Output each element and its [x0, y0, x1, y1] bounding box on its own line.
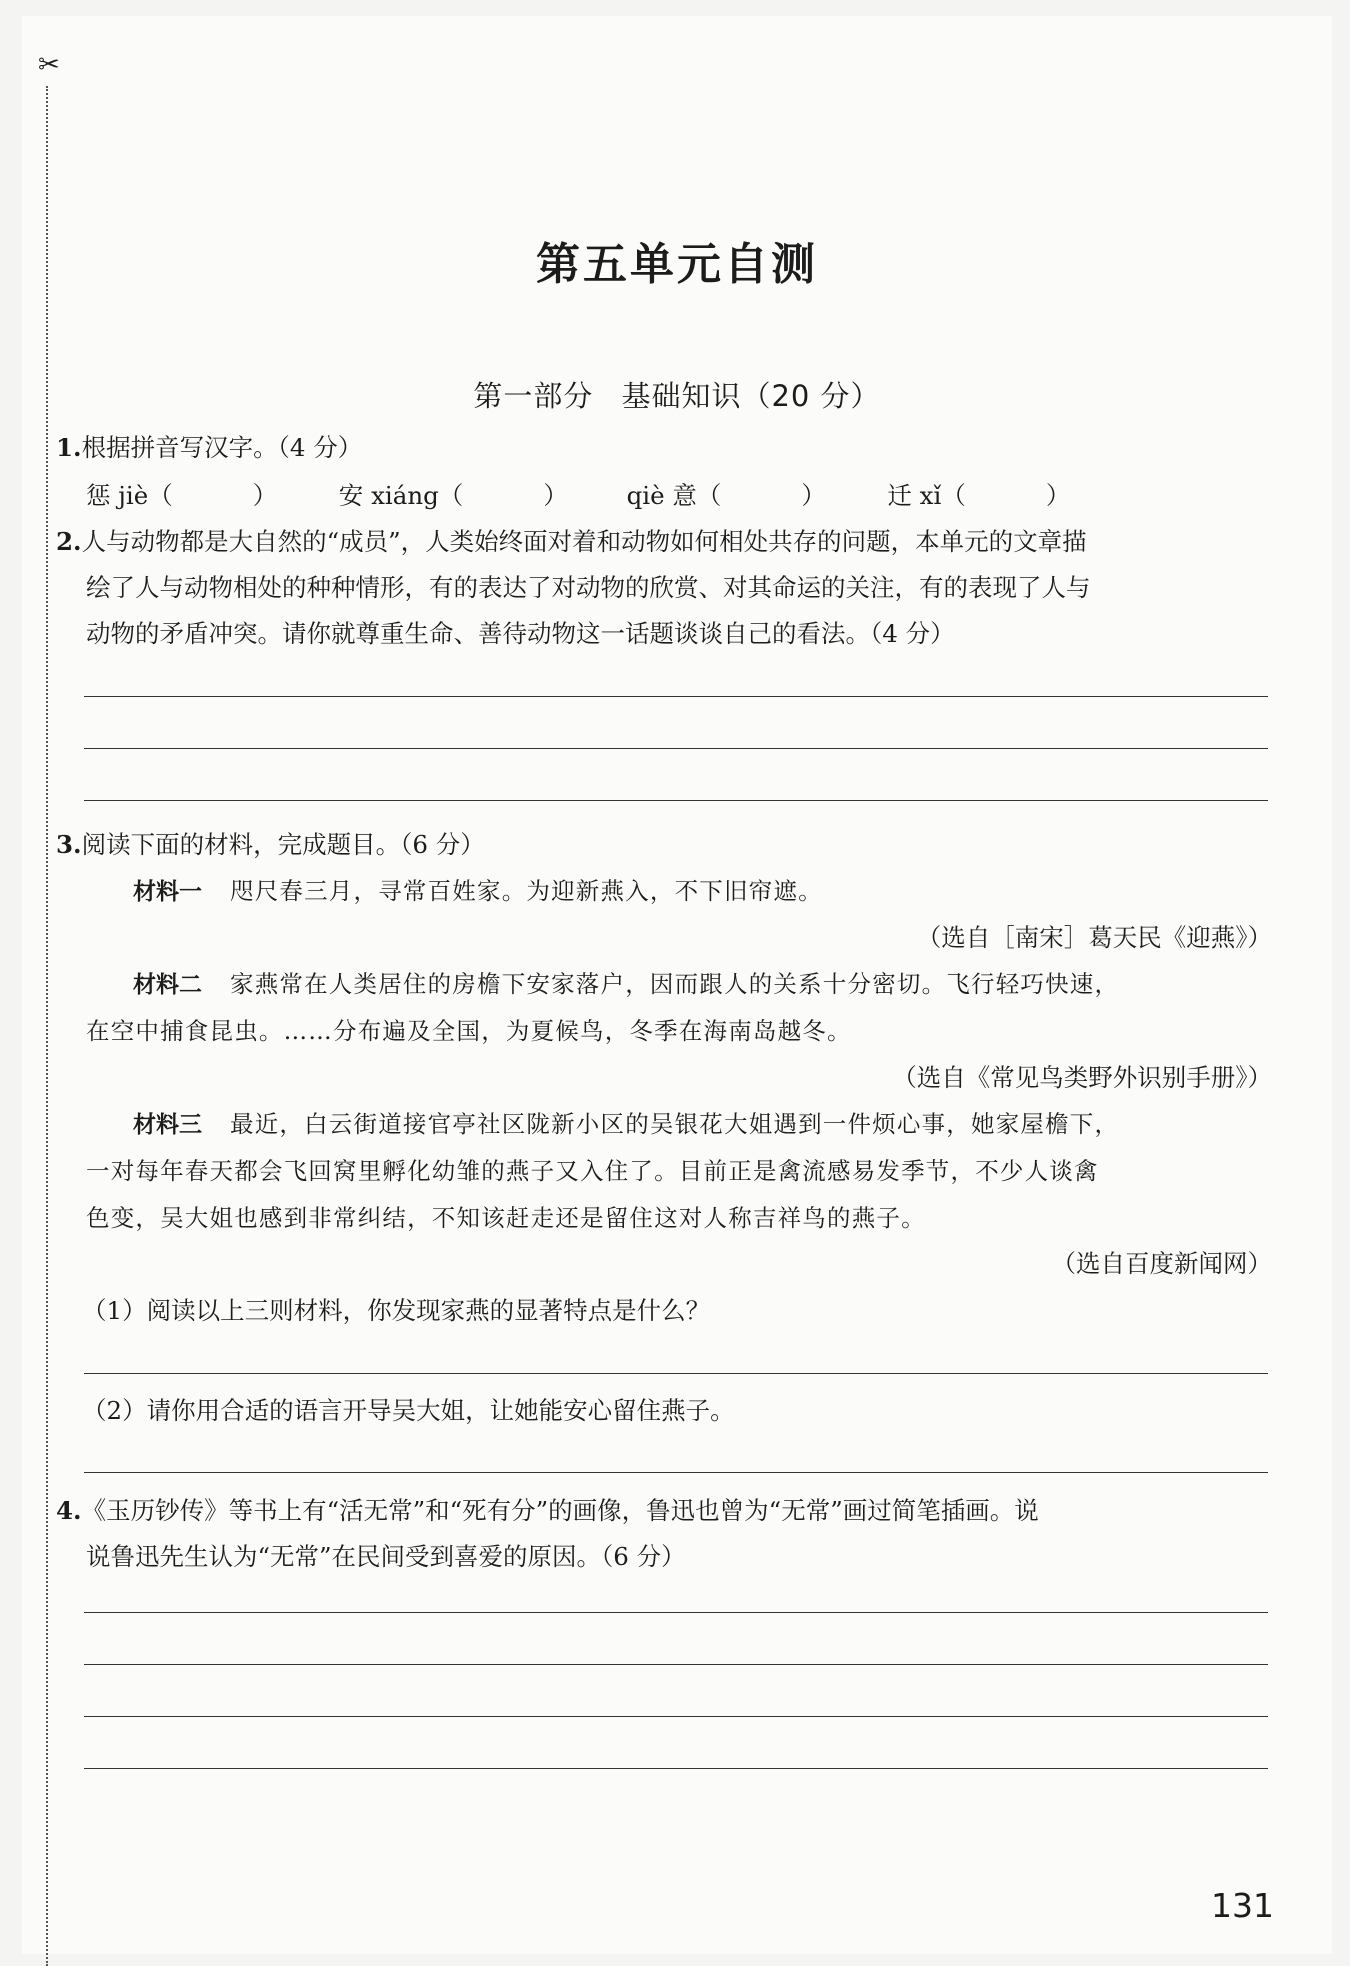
material-source: （选自《常见鸟类野外识别手册》）: [892, 1063, 1272, 1092]
answer-line[interactable]: [84, 1768, 1268, 1769]
material-text: 色变，吴大姐也感到非常纠结，不知该赶走还是留住这对人称吉祥鸟的燕子。: [86, 1204, 926, 1232]
question-number: 4.: [56, 1496, 82, 1525]
question-number: 2.: [56, 527, 82, 556]
material-source: （选自百度新闻网）: [1051, 1249, 1272, 1278]
material-text: 在空中捕食昆虫。……分布遍及全国，为夏候鸟，冬季在海南岛越冬。: [86, 1017, 852, 1045]
material-1: [133, 874, 823, 909]
material-source: （选自［南宋］葛天民《迎燕》）: [916, 923, 1272, 952]
question-text: 《玉历钞传》等书上有“活无常”和“死有分”的画像，鲁迅也曾为“无常”画过简笔插画。说: [81, 1496, 1039, 1525]
answer-line[interactable]: [84, 800, 1268, 801]
answer-line[interactable]: [84, 1716, 1268, 1717]
material-label: 材料三: [133, 1112, 202, 1138]
question-text: 说鲁迅先生认为“无常”在民间受到喜爱的原因。（6 分）: [86, 1542, 686, 1571]
material-text: 一对每年春天都会飞回窝里孵化幼雏的燕子又入住了。目前正是禽流感易发季节，不少人谈禽: [86, 1157, 1099, 1185]
material-label: 材料一: [133, 879, 202, 905]
pinyin-item: 安 xiáng（ ）: [338, 481, 568, 510]
material-text: 咫尺春三月，寻常百姓家。为迎新燕入，不下旧帘遮。: [230, 877, 823, 905]
cut-line: [46, 86, 48, 1966]
question-1: [56, 431, 362, 465]
part-subtitle: 基础知识（20 分）: [621, 379, 881, 413]
sub-question-2: （2）请你用合适的语言开导吴大姐，让她能安心留住燕子。: [82, 1396, 735, 1425]
question-text: 绘了人与动物相处的种种情形，有的表达了对动物的欣赏、对其命运的关注，有的表现了人与: [86, 573, 1091, 602]
material-text: 最近，白云街道接官亭社区陇新小区的吴银花大姐遇到一件烦心事，她家屋檐下，: [230, 1110, 1120, 1138]
material-text: 家燕常在人类居住的房檐下安家落户，因而跟人的关系十分密切。飞行轻巧快速，: [230, 970, 1120, 998]
answer-line[interactable]: [84, 1612, 1268, 1613]
question-text: 动物的矛盾冲突。请你就尊重生命、善待动物这一话题谈谈自己的看法。（4 分）: [86, 619, 955, 648]
scissors-icon: ✂: [38, 50, 60, 80]
pinyin-row: [86, 479, 1070, 513]
part-title: [22, 374, 1332, 415]
answer-line[interactable]: [84, 1373, 1268, 1374]
answer-line[interactable]: [84, 696, 1268, 697]
material-3: [133, 1107, 1119, 1142]
question-text: 人与动物都是大自然的“成员”，人类始终面对着和动物如何相处共存的问题，本单元的文章描: [81, 527, 1087, 556]
page-number: 131: [1211, 1886, 1274, 1925]
worksheet-page: [22, 16, 1332, 1954]
page-title: 第五单元自测: [536, 239, 818, 290]
answer-line[interactable]: [84, 1664, 1268, 1665]
question-text: 根据拼音写汉字。（4 分）: [81, 433, 363, 462]
part-label: 第一部分: [473, 379, 594, 413]
sub-question-1: （1）阅读以上三则材料，你发现家燕的显著特点是什么？: [82, 1296, 711, 1325]
answer-line[interactable]: [84, 748, 1268, 749]
question-2: [56, 525, 1087, 559]
pinyin-item: 迁 xǐ（ ）: [887, 481, 1071, 510]
question-number: 3.: [56, 830, 82, 859]
pinyin-item: 惩 jiè（ ）: [86, 481, 278, 510]
material-label: 材料二: [133, 972, 202, 998]
pinyin-item: qiè 意（ ）: [626, 481, 826, 510]
question-4: [56, 1494, 1039, 1528]
question-number: 1.: [56, 433, 82, 462]
question-text: 阅读下面的材料，完成题目。（6 分）: [81, 830, 485, 859]
question-3: [56, 828, 485, 862]
material-2: [133, 967, 1119, 1002]
answer-line[interactable]: [84, 1472, 1268, 1473]
